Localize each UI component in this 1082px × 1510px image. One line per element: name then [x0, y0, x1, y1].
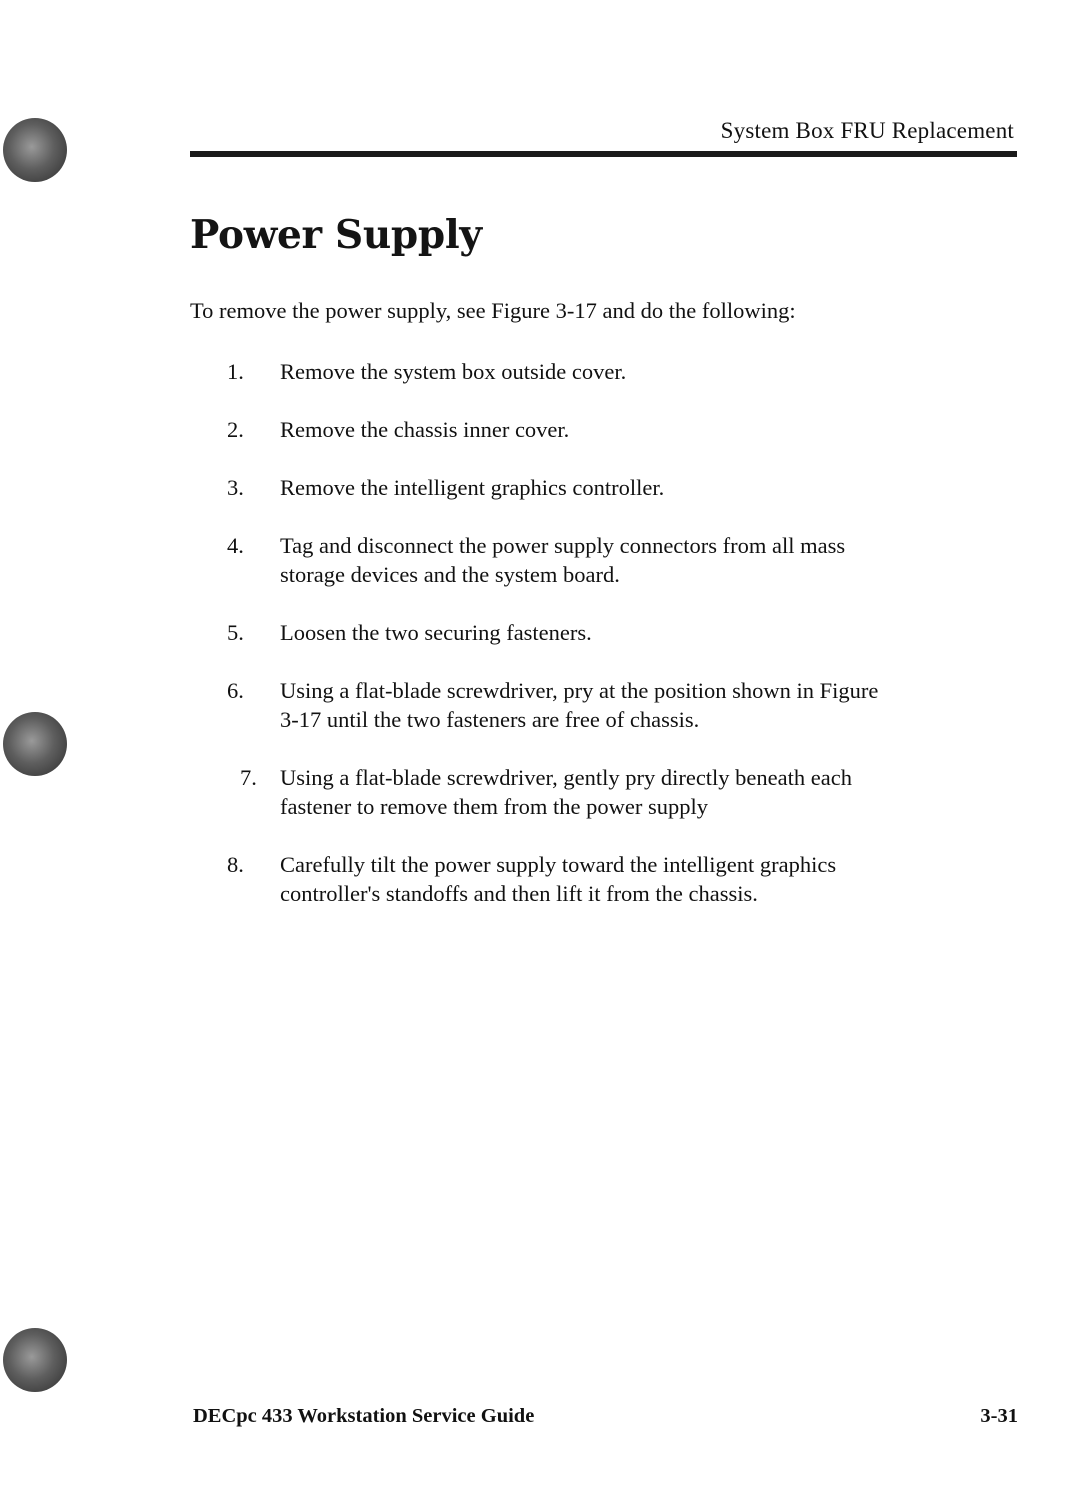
- step-text: Remove the system box outside cover.: [280, 359, 627, 384]
- step-7: [0, 763, 1082, 821]
- page-title: Power Supply: [190, 212, 482, 258]
- step-text: Remove the intelligent graphics controller.: [280, 475, 665, 500]
- step-text: Carefully tilt the power supply toward the intelligent graphics controller's standoffs and then lift it from the chassis.: [280, 852, 837, 906]
- step-8: [0, 850, 1082, 908]
- step-text: Loosen the two securing fasteners.: [280, 620, 592, 645]
- procedure-steps: [0, 357, 1082, 937]
- running-header: System Box FRU Replacement: [720, 118, 1014, 143]
- step-text: Tag and disconnect the power supply connectors from all mass storage devices and the system board.: [280, 533, 846, 587]
- footer-page-number: 3-31: [980, 1405, 1018, 1427]
- step-number: 1.: [227, 359, 244, 384]
- step-number: 7.: [240, 765, 257, 790]
- step-5: [0, 618, 1082, 647]
- step-number: 6.: [227, 678, 244, 703]
- step-number: 8.: [227, 852, 244, 877]
- step-6: [0, 676, 1082, 734]
- binder-hole-top: [3, 118, 67, 182]
- footer-guide-title: DECpc 433 Workstation Service Guide: [193, 1405, 535, 1427]
- step-number: 5.: [227, 620, 244, 645]
- intro-paragraph: To remove the power supply, see Figure 3-17 and do the following:: [190, 298, 796, 323]
- step-1: [0, 357, 1082, 386]
- step-2: [0, 415, 1082, 444]
- binder-hole-bottom: [3, 1328, 67, 1392]
- step-text: Remove the chassis inner cover.: [280, 417, 570, 442]
- step-3: [0, 473, 1082, 502]
- step-number: 2.: [227, 417, 244, 442]
- step-text: Using a flat-blade screwdriver, pry at the position shown in Figure 3-17 until the two fasteners are free of chassis.: [280, 678, 879, 732]
- step-number: 3.: [227, 475, 244, 500]
- step-number: 4.: [227, 533, 244, 558]
- step-4: [0, 531, 1082, 589]
- header-rule: [190, 151, 1017, 157]
- step-text: Using a flat-blade screwdriver, gently pry directly beneath each fastener to remove them from the power supply: [280, 765, 852, 819]
